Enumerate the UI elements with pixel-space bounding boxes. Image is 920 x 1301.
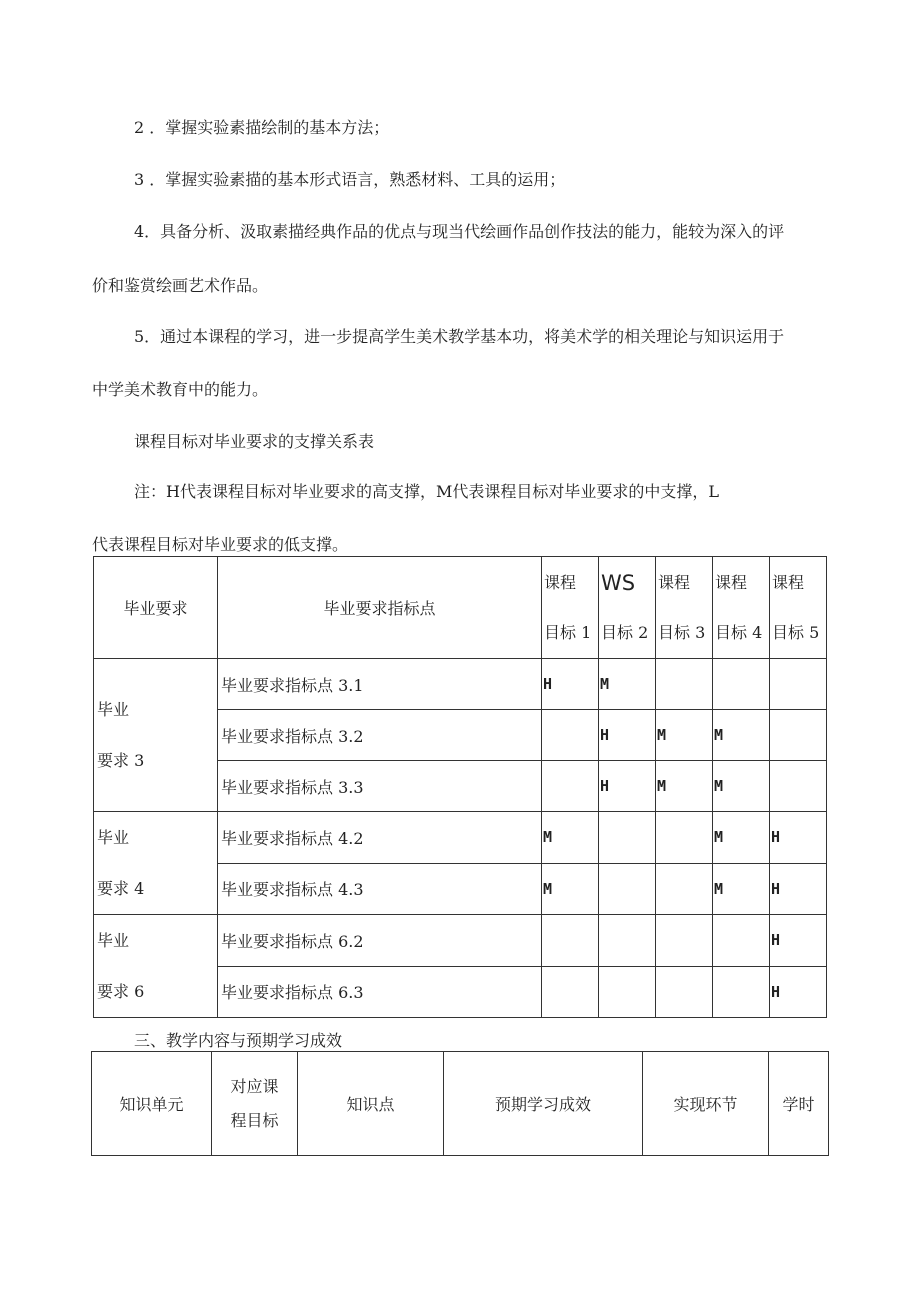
mark-cell — [599, 966, 656, 1018]
mark-cell — [599, 915, 656, 967]
section-3-title: 三、教学内容与预期学习成效 — [134, 1031, 343, 1050]
header-course-goal — [212, 1052, 298, 1156]
mark-cell — [599, 812, 656, 864]
indicator-cell: 毕业要求指标点 6.3 — [218, 966, 542, 1018]
header-requirement: 毕业要求 — [94, 557, 218, 659]
table-row — [94, 659, 827, 710]
content-table-header-row — [92, 1052, 829, 1156]
mark-cell — [713, 659, 770, 710]
mark-cell: M — [542, 812, 599, 864]
header-goal-4-top: 课程 — [715, 572, 748, 592]
paragraph-4-line2: 价和鉴赏绘画艺术作品。 — [92, 276, 269, 295]
header-expected-outcome: 预期学习成效 — [444, 1052, 643, 1156]
header-goal-2-top: WS — [601, 570, 636, 595]
mark-cell — [542, 710, 599, 761]
mark-cell: H — [599, 761, 656, 812]
mark-cell — [656, 659, 713, 710]
header-implementation: 实现环节 — [643, 1052, 769, 1156]
requirement-group-4 — [94, 812, 218, 915]
mark-cell: M — [713, 863, 770, 915]
mark-cell — [656, 812, 713, 864]
mark-cell: M — [656, 710, 713, 761]
mark-cell — [542, 915, 599, 967]
mark-cell — [713, 915, 770, 967]
header-goal-5 — [770, 557, 827, 659]
header-hours: 学时 — [769, 1052, 829, 1156]
table-row — [94, 915, 827, 967]
mark-cell: M — [713, 710, 770, 761]
requirement-group-3 — [94, 659, 218, 812]
mark-cell: H — [770, 863, 827, 915]
mark-cell: H — [770, 966, 827, 1018]
support-table-header-row — [94, 557, 827, 659]
paragraph-2: 2 ．掌握实验素描绘制的基本方法； — [134, 118, 390, 137]
mark-cell — [713, 966, 770, 1018]
group-label-bottom: 要求 3 — [97, 751, 145, 770]
mark-cell: H — [770, 812, 827, 864]
mark-cell — [656, 966, 713, 1018]
header-goal-2-bottom: 目标 2 — [601, 622, 649, 642]
mark-cell: M — [656, 761, 713, 812]
mark-cell — [656, 915, 713, 967]
mark-cell — [656, 863, 713, 915]
group-label-bottom: 要求 4 — [97, 879, 145, 898]
mark-cell — [542, 966, 599, 1018]
header-course-goal-bottom: 程目标 — [230, 1110, 279, 1130]
header-goal-3-top: 课程 — [658, 572, 691, 592]
header-goal-1-top: 课程 — [544, 572, 577, 592]
paragraph-5-line1: 5．通过本课程的学习，进一步提高学生美术教学基本功，将美术学的相关理论与知识运用于 — [134, 327, 785, 346]
header-goal-4-bottom: 目标 4 — [715, 622, 763, 642]
mark-cell — [770, 761, 827, 812]
header-knowledge-point: 知识点 — [298, 1052, 444, 1156]
note-line1: 注：H代表课程目标对毕业要求的高支撑，M代表课程目标对毕业要求的中支撑，L — [134, 482, 719, 501]
indicator-cell: 毕业要求指标点 6.2 — [218, 915, 542, 967]
paragraph-4-line1: 4．具备分析、汲取素描经典作品的优点与现当代绘画作品创作技法的能力，能较为深入的评 — [134, 222, 785, 241]
mark-cell — [770, 710, 827, 761]
header-goal-1 — [542, 557, 599, 659]
mark-cell — [599, 863, 656, 915]
header-goal-2 — [599, 557, 656, 659]
note-line2: 代表课程目标对毕业要求的低支撑。 — [92, 535, 349, 554]
header-course-goal-top: 对应课 — [230, 1076, 279, 1096]
support-table — [93, 556, 827, 1018]
header-knowledge-unit: 知识单元 — [92, 1052, 212, 1156]
header-goal-5-top: 课程 — [772, 572, 805, 592]
mark-cell: M — [713, 761, 770, 812]
mark-cell: M — [542, 863, 599, 915]
header-goal-1-bottom: 目标 1 — [544, 622, 592, 642]
indicator-cell: 毕业要求指标点 4.3 — [218, 863, 542, 915]
indicator-cell: 毕业要求指标点 4.2 — [218, 812, 542, 864]
mark-cell — [770, 659, 827, 710]
mark-cell: M — [599, 659, 656, 710]
mark-cell: H — [770, 915, 827, 967]
paragraph-3: 3 ．掌握实验素描的基本形式语言，熟悉材料、工具的运用； — [134, 170, 566, 189]
mark-cell — [542, 761, 599, 812]
group-label-top: 毕业 — [97, 700, 130, 719]
table-row — [94, 812, 827, 864]
indicator-cell: 毕业要求指标点 3.2 — [218, 710, 542, 761]
header-goal-5-bottom: 目标 5 — [772, 622, 820, 642]
requirement-group-6 — [94, 915, 218, 1018]
mark-cell: H — [599, 710, 656, 761]
indicator-cell: 毕业要求指标点 3.1 — [218, 659, 542, 710]
mark-cell: H — [542, 659, 599, 710]
header-goal-4 — [713, 557, 770, 659]
indicator-cell: 毕业要求指标点 3.3 — [218, 761, 542, 812]
group-label-top: 毕业 — [97, 828, 130, 847]
support-table-title: 课程目标对毕业要求的支撑关系表 — [134, 432, 375, 451]
paragraph-5-line2: 中学美术教育中的能力。 — [92, 380, 269, 399]
content-table — [91, 1051, 829, 1156]
header-goal-3 — [656, 557, 713, 659]
group-label-top: 毕业 — [97, 931, 130, 950]
mark-cell: M — [713, 812, 770, 864]
header-goal-3-bottom: 目标 3 — [658, 622, 706, 642]
group-label-bottom: 要求 6 — [97, 982, 145, 1001]
header-indicator: 毕业要求指标点 — [218, 557, 542, 659]
